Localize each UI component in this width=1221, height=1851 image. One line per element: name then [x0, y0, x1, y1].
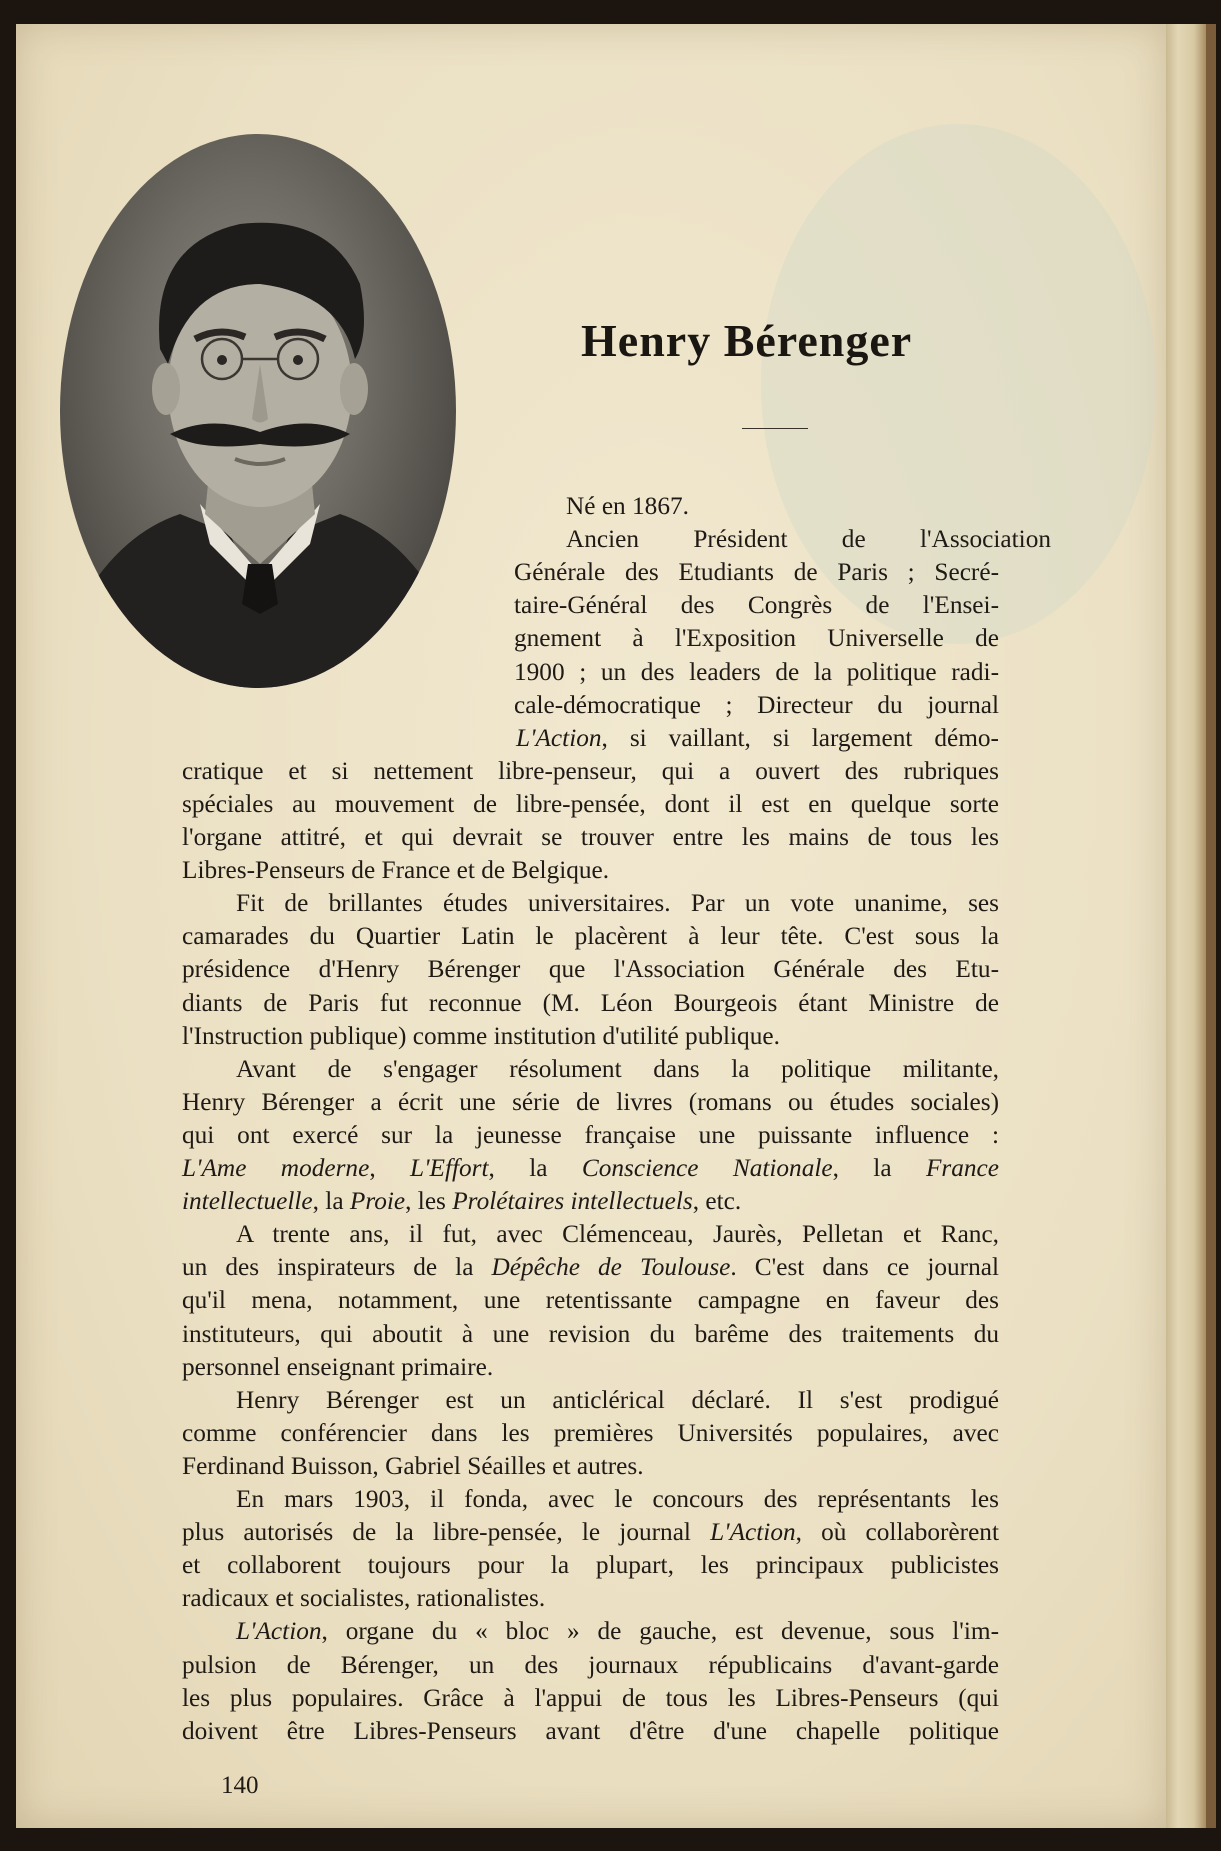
title-divider — [742, 428, 808, 429]
text-line: cratique et si nettement libre-penseur, qui a ouvert des rubriques — [182, 756, 999, 785]
text-line: doivent être Libres-Penseurs avant d'être d'une chapelle politique — [182, 1716, 999, 1745]
text-line: l'Instruction publique) comme institution d'utilité publique. — [182, 1021, 780, 1050]
text-line: Henry Bérenger a écrit une série de livres (romans ou études sociales) — [182, 1087, 999, 1116]
text-line: instituteurs, qui aboutit à une revision du barême des traitements du — [182, 1319, 999, 1348]
text-line: Ferdinand Buisson, Gabriel Séailles et autres. — [182, 1451, 644, 1480]
page-title: Henry Bérenger — [581, 315, 913, 366]
text-line: A trente ans, il fut, avec Clémenceau, Jaurès, Pelletan et Ranc, — [236, 1220, 999, 1249]
text-line: Générale des Etudiants de Paris ; Secré- — [514, 558, 999, 587]
text-line: les plus populaires. Grâce à l'appui de tous les Libres-Penseurs (qui — [182, 1683, 999, 1712]
text-line: diants de Paris fut reconnue (M. Léon Bourgeois étant Ministre de — [182, 988, 999, 1017]
text-line: radicaux et socialistes, rationalistes. — [182, 1584, 546, 1613]
text-line: qu'il mena, notamment, une retentissante campagne en faveur des — [182, 1286, 999, 1315]
text-line: Avant de s'engager résolument dans la politique militante, — [236, 1054, 999, 1083]
text-line: Libres-Penseurs de France et de Belgique. — [182, 856, 610, 885]
text-line: spéciales au mouvement de libre-pensée, dont il est en quelque sorte — [182, 789, 999, 818]
text-line: Henry Bérenger est un anticlérical déclaré. Il s'est prodigué — [236, 1385, 999, 1414]
text-line: En mars 1903, il fonda, avec le concours des représentants les — [236, 1485, 999, 1513]
text-line: L'Ame moderne, L'Effort, la Conscience Nationale, la France — [182, 1154, 999, 1182]
text-line: Fit de brillantes études universitaires. Par un vote unanime, ses — [236, 889, 999, 918]
text-line: camarades du Quartier Latin le placèrent à leur tête. C'est sous la — [182, 922, 999, 951]
text-line: qui ont exercé sur la jeunesse française une puissante influence : — [182, 1120, 999, 1149]
text-line: l'organe attitré, et qui devrait se trouver entre les mains de tous les — [182, 823, 999, 851]
text-line: pulsion de Bérenger, un des journaux républicains d'avant-garde — [182, 1650, 999, 1679]
text-line: plus autorisés de la libre-pensée, le journal L'Action, où collaborèrent — [182, 1518, 999, 1547]
text-line: L'Action, si vaillant, si largement démo- — [516, 723, 999, 752]
page-edge — [1166, 24, 1206, 1828]
text-line: Ancien Président de l'Association — [566, 525, 1051, 554]
portrait-illustration — [60, 134, 456, 688]
text-line: et collaborent toujours pour la plupart, les principaux publicistes — [182, 1551, 999, 1580]
text-line: L'Action, organe du « bloc » de gauche, est devenue, sous l'im- — [236, 1617, 999, 1646]
text-line: 1900 ; un des leaders de la politique radi- — [514, 657, 999, 686]
text-line: comme conférencier dans les premières Universités populaires, avec — [182, 1418, 999, 1447]
book-cover-edge — [1206, 24, 1216, 1828]
text-line: intellectuelle, la Proie, les Prolétaires intellectuels, etc. — [182, 1187, 742, 1216]
text-line: Né en 1867. — [566, 492, 689, 520]
text-line: cale-démocratique ; Directeur du journal — [514, 690, 999, 719]
page-number: 140 — [221, 1772, 259, 1799]
book-page — [16, 24, 1166, 1828]
text-line: présidence d'Henry Bérenger que l'Association Générale des Etu- — [182, 955, 999, 984]
portrait-photo — [60, 134, 456, 688]
text-line: gnement à l'Exposition Universelle de — [514, 624, 999, 653]
text-line: personnel enseignant primaire. — [182, 1352, 494, 1381]
text-line: un des inspirateurs de la Dépêche de Toulouse. C'est dans ce journal — [182, 1253, 999, 1282]
text-line: taire-Général des Congrès de l'Ensei- — [514, 591, 999, 620]
